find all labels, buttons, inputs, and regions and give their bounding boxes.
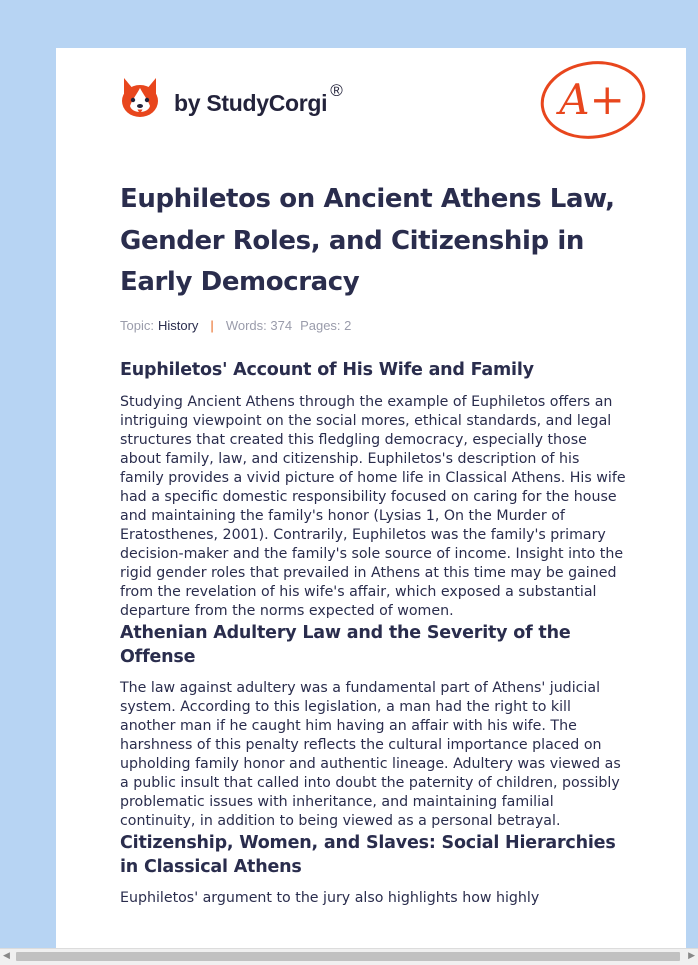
horizontal-scrollbar[interactable] (0, 948, 698, 965)
corgi-icon (120, 76, 160, 120)
meta-separator: | (210, 317, 214, 333)
scroll-right-icon[interactable]: ▶ (688, 951, 695, 961)
section-paragraph: The law against adultery was a fundamental part of Athens' judicial system. According to this legislation, a man had the right to kill another man if he caught him having an affair with his wife. The harshness of this penalty reflects the cultural importance placed on upholding family honor and authentic lineage. Adultery was viewed as a public insult that called into doubt the paternity of children, possibly problematic issues with inheritance, and maintaining familial continuity, in addition to being viewed as a personal betrayal. (120, 679, 621, 829)
section-paragraph: Studying Ancient Athens through the example of Euphiletos offers an intriguing viewpoint on the social mores, ethical standards, and legal structures that created this fledgling democracy, especially those about family, law, and citizenship. Euphiletos's description of his family provides a vivid picture of home life in Classical Athens. His wife had a specific domestic responsibility focused on caring for the house and maintaining the family's honor (Lysias 1, On the Murder of Eratosthenes, 2001). Contrarily, Euphiletos was the family's primary decision-maker and the family's sole source of income. Insight into the rigid gender roles that prevailed in Athens at this time may be gained from the revelation of his wife's affair, which exposed a substantial departure from the norms expected of women. (120, 393, 626, 619)
section-paragraph: Euphiletos' argument to the jury also highlights how highly (120, 889, 540, 906)
section-heading: Citizenship, Women, and Slaves: Social Hierarchies in Classical Athens (120, 832, 616, 877)
topic-link[interactable]: History (157, 317, 199, 333)
registered-mark: ® (330, 81, 343, 100)
grade-badge-icon (538, 58, 648, 142)
article (120, 179, 626, 908)
section-heading: Euphiletos' Account of His Wife and Family (120, 359, 534, 380)
brand-name: by StudyCorgi (174, 89, 328, 116)
scroll-left-icon[interactable]: ◀ (3, 951, 10, 961)
document-title: Euphiletos on Ancient Athens Law, Gender Roles, and Citizenship in Early Democracy (120, 184, 615, 297)
document-meta (120, 318, 626, 333)
grade-text: A+ (559, 75, 625, 124)
word-count: Words: 374 (225, 317, 293, 333)
page-count: Pages: 2 (300, 317, 352, 333)
studycorgi-logo[interactable] (120, 76, 343, 120)
scroll-thumb[interactable] (16, 952, 680, 961)
section-heading: Athenian Adultery Law and the Severity of the Offense (120, 622, 571, 667)
topic-label: Topic: (120, 317, 154, 333)
document-page (56, 48, 686, 964)
